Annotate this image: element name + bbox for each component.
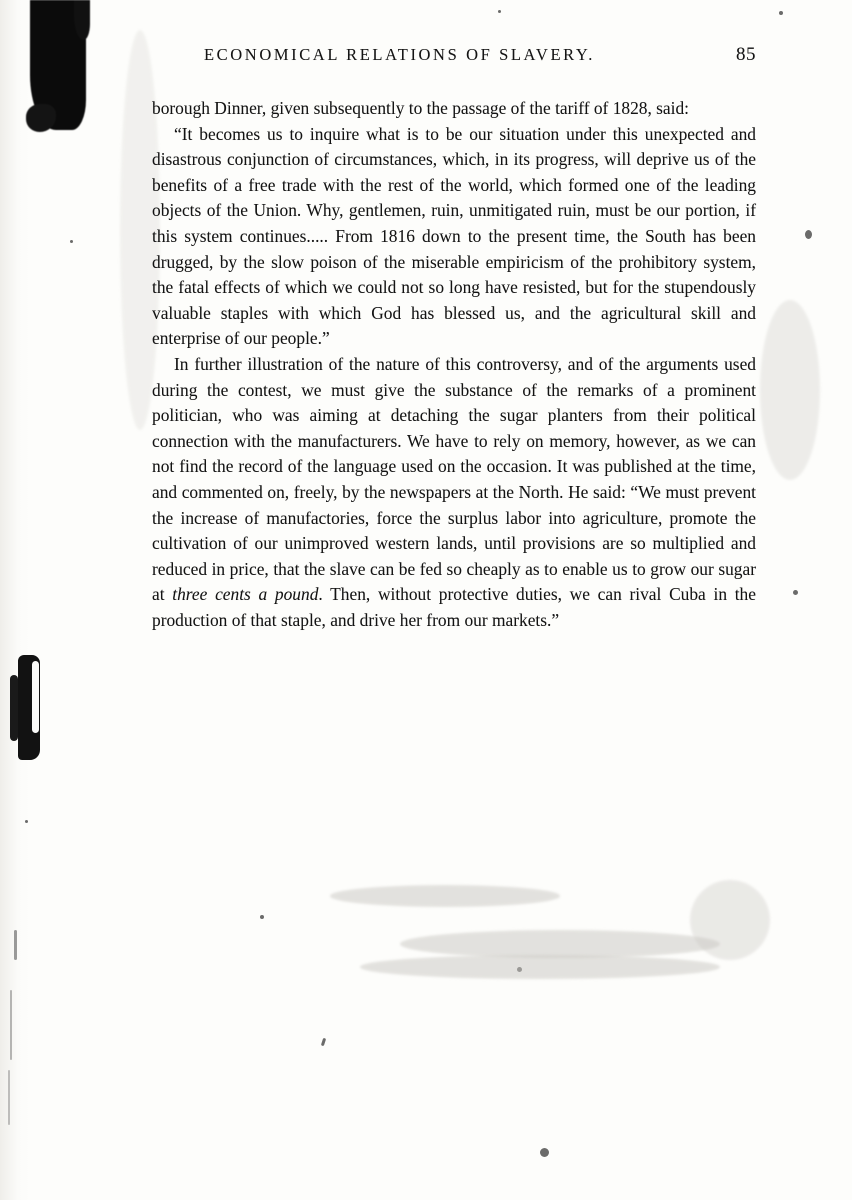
emphasis-three-cents-a-pound: three cents a pound [172, 584, 319, 605]
scan-speck [14, 930, 17, 960]
scan-speck [25, 820, 28, 823]
running-head [152, 44, 756, 66]
scan-speck [793, 590, 798, 595]
scan-speck [260, 915, 264, 919]
paragraph-illustration-part-1: In further illustration of the nature of this controversy, and of the arguments used during the contest, we must give the substance of the remarks of a prominent politician, who was aiming at detaching the sugar planters from their political connection with the manufacturers. We have to rely on memory, however, as we can not find the record of the language used on the occasion. It was published at the time, and commented on, freely, by the newspapers at the North. He said: “We must prevent the increase of manufactories, force the surplus labor into agriculture, promote the cultivation of our unimproved western lands, until provisions are so multiplied and reduced in price, that the slave can be fed so cheaply as to enable us to grow our sugar at [152, 353, 756, 605]
page-number: 85 [736, 44, 756, 65]
scan-speck [70, 240, 73, 243]
paragraph-illustration-part-2: . Then, without protective duties, we can rival Cuba in the production of that staple, and drive her from our markets.” [152, 584, 756, 630]
scan-smudge [360, 955, 720, 979]
scan-speck [779, 11, 783, 15]
ink-blotch-mid-left [18, 655, 40, 760]
paragraph-continuation: borough Dinner, given subsequently to the passage of the tariff of 1828, said: [152, 98, 690, 118]
scan-speck [805, 230, 812, 239]
scan-speck [10, 990, 12, 1060]
page-text-column [152, 44, 756, 633]
scan-smudge [760, 300, 820, 480]
scan-speck [8, 1070, 10, 1125]
scan-speck [498, 10, 501, 13]
scan-speck [321, 1038, 326, 1047]
paragraph-quotation: “It becomes us to inquire what is to be our situation under this unexpected and disastrous conjunction of circumstances, which, in its progress, will deprive us of the benefits of a free trade with the rest of the world, which formed one of the leading objects of the Union. Why, gentlemen, ruin, unmitigated ruin, must be our portion, if this system continues..... From 1816 down to the present time, the South has been drugged, by the slow poison of the miserable empiricism of the prohibitory system, the fatal effects of which we could not so long have resisted, but for the stupendously valuable staples with which God has blessed us, and the agricultural skill and enterprise of our people.” [152, 123, 756, 349]
scan-speck [540, 1148, 549, 1157]
ink-blotch-top-left [30, 0, 86, 130]
page-edge-shading [0, 0, 30, 1200]
scan-smudge [330, 885, 560, 907]
running-head-title: ECONOMICAL RELATIONS OF SLAVERY. [204, 45, 595, 64]
scan-smudge [690, 880, 770, 960]
scan-smudge [400, 930, 720, 958]
paragraph-illustration [152, 352, 756, 634]
